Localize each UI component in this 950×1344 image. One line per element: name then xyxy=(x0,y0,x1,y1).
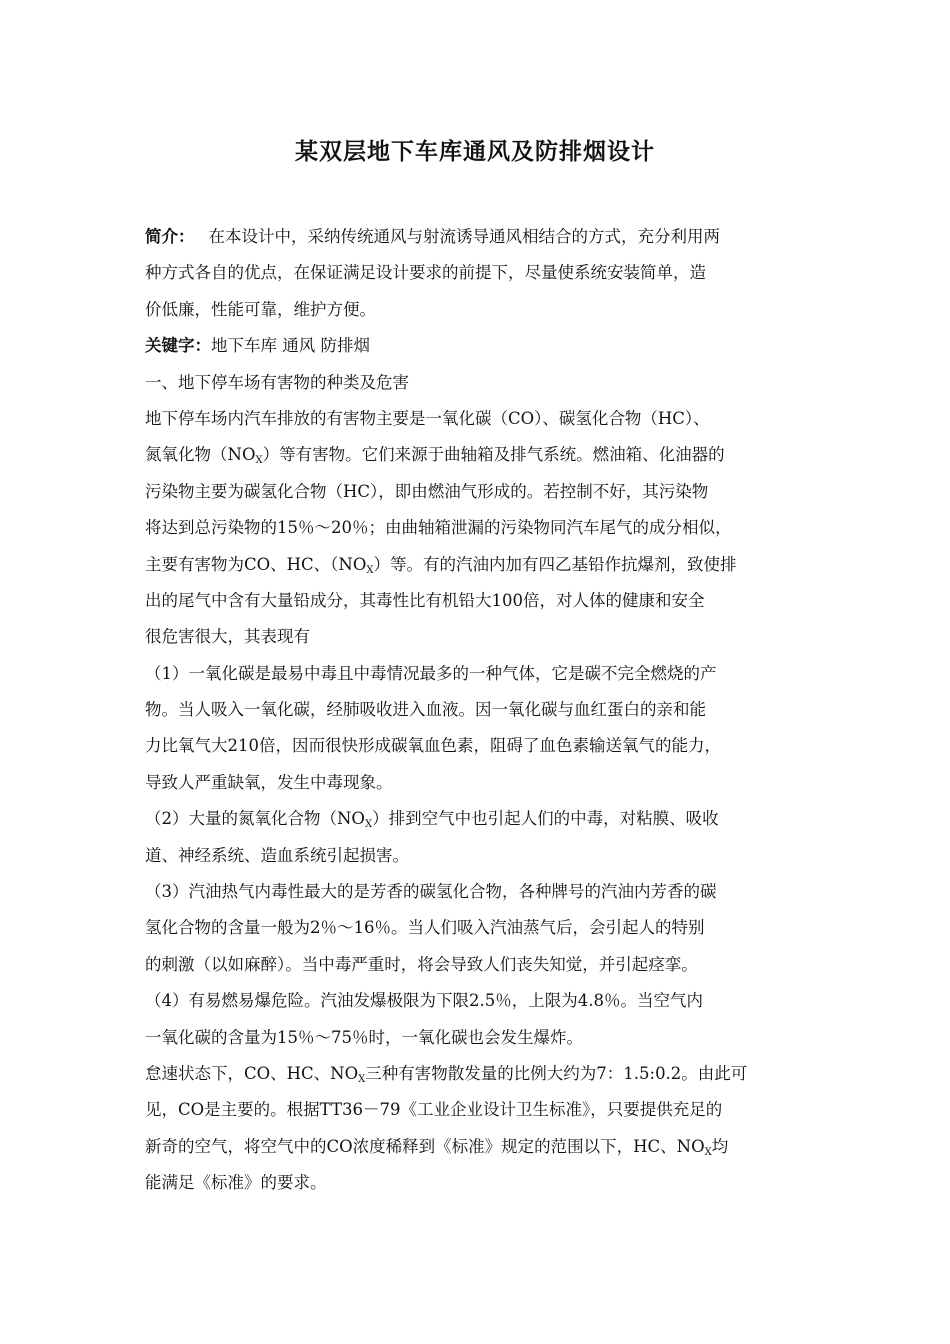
list-item-line: （3）汽油热气内毒性最大的是芳香的碳氢化合物，各种牌号的汽油内芳香的碳 xyxy=(145,882,717,902)
intro-line: 价低廉，性能可靠，维护方便。 xyxy=(145,299,376,319)
list-item-line: 一氧化碳的含量为15％～75％时，一氧化碳也会发生爆炸。 xyxy=(145,1027,583,1047)
subscript: X xyxy=(366,564,374,576)
subscript: X xyxy=(364,819,373,831)
paragraph-line: 地下停车场内汽车排放的有害物主要是一氧化碳（CO）、碳氢化合物（HC）、 xyxy=(145,408,710,428)
list-item-line: （1）一氧化碳是最易中毒且中毒情况最多的一种气体，它是碳不完全燃烧的产 xyxy=(145,663,717,683)
paragraph-line: 见，CO是主要的。根据TT36－79《工业企业设计卫生标准》，只要提供充足的 xyxy=(145,1100,723,1120)
list-item-line: （4）有易燃易爆危险。汽油发爆极限为下限2.5％，上限为4.8％。当空气内 xyxy=(145,991,703,1011)
intro-line xyxy=(145,219,815,255)
keywords-line xyxy=(145,328,815,364)
document-body xyxy=(145,219,815,1202)
subscript: X xyxy=(358,1073,366,1085)
paragraph-line: 很危害很大，其表现有 xyxy=(145,627,310,647)
paragraph-line: 污染物主要为碳氢化合物（HC），即由燃油气形成的。若控制不好，其污染物 xyxy=(145,481,709,501)
paragraph-line: 新奇的空气，将空气中的CO浓度稀释到《标准》规定的范围以下，HC、$NO_X$均 xyxy=(145,1136,729,1158)
document-title: 某双层地下车库通风及防排烟设计 xyxy=(295,139,655,165)
list-item-line: 道、神经系统、造血系统引起损害。 xyxy=(145,845,409,865)
paragraph-line: 氮氧化物$(NO_X)$等有害物。它们来源于曲轴箱及排气系统。燃油箱、化油器的 xyxy=(145,445,725,467)
paragraph-line: 主要有害物为CO、HC、$(NO_X)$等。有的汽油内加有四乙基铅作抗爆剂，致使排 xyxy=(145,554,737,576)
list-item-line: 物。当人吸入一氧化碳，经肺吸收进入血液。因一氧化碳与血红蛋白的亲和能 xyxy=(145,700,706,720)
subscript: X xyxy=(704,1146,712,1158)
keywords-label: 关键字： xyxy=(145,336,211,356)
list-item-line: 力比氧气大210倍，因而很快形成碳氧血色素，阻碍了血色素输送氧气的能力， xyxy=(145,736,721,756)
list-item-line: 导致人严重缺氧，发生中毒现象。 xyxy=(145,772,393,792)
paragraph-line: 能满足《标准》的要求。 xyxy=(145,1173,327,1193)
list-item-line: （2）大量的氮氧化合物$(NO_X)$排到空气中也引起人们的中毒，对粘膜、吸收 xyxy=(145,809,719,831)
paragraph-line: 怠速状态下，CO、HC、$NO_X$三种有害物散发量的比例大约为7：1.5:0.2。由此可 xyxy=(145,1063,748,1085)
list-item-line: 的刺激（以如麻醉）。当中毒严重时，将会导致人们丧失知觉，并引起痉挛。 xyxy=(145,954,698,974)
paragraph-line: 将达到总污染物的15％～20％；由曲轴箱泄漏的污染物同汽车尾气的成分相似， xyxy=(145,518,732,538)
subscript: X xyxy=(255,455,263,467)
intro-text: 在本设计中，采纳传统通风与射流诱导通风相结合的方式，充分利用两 xyxy=(208,227,720,246)
keywords-text: 地下车库 通风 防排烟 xyxy=(211,336,370,356)
intro-line: 种方式各自的优点，在保证满足设计要求的前提下，尽量使系统安装简单，造 xyxy=(145,263,706,283)
paragraph-line: 出的尾气中含有大量铅成分，其毒性比有机铅大100倍，对人体的健康和安全 xyxy=(145,590,705,610)
list-item-line: 氢化合物的含量一般为2％～16％。当人们吸入汽油蒸气后，会引起人的特别 xyxy=(145,918,705,938)
section-heading: 一、地下停车场有害物的种类及危害 xyxy=(145,372,409,392)
intro-label: 简介： xyxy=(145,227,195,246)
